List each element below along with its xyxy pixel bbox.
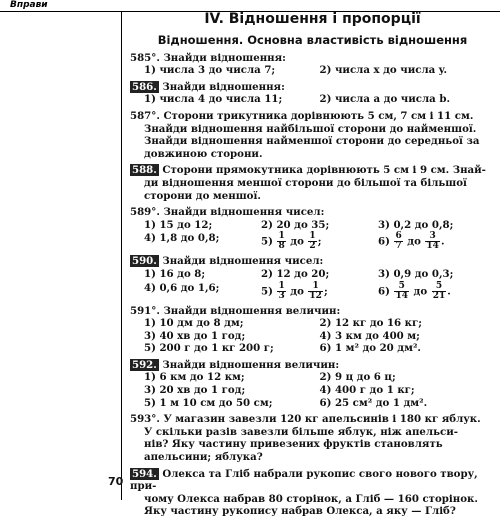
exercise-text-line: апельсини; яблука? [144,451,263,464]
exercise-text-line: Сторони трикутника дорівнюють 5 см, 7 см і 11 см. [163,109,474,122]
numerator: 1 [309,231,316,242]
exercise-590 [130,255,495,300]
exercise-number: 589°. [130,206,160,219]
exercise-number: 590. [132,255,157,268]
exercise-item [378,282,495,301]
section-tag: Вправи [10,0,48,10]
exercise-item [261,282,378,301]
exercise-text-line: довжиною сторони. [144,147,263,160]
exercise-item: 1) числа 4 до числа 11; [144,93,283,106]
exercise-item: 5) 200 г до 1 кг 200 г; [144,342,274,355]
denominator: 2 [309,241,316,252]
denominator: 7 [395,241,402,252]
numerator: 3 [425,232,440,242]
exercise-item: 4) 400 г до 1 кг; [319,384,415,397]
connector-text: до [290,235,304,248]
exercise-item: 1) 16 до 8; [144,267,206,280]
fraction [308,282,323,301]
section-title: Відношення. Основна властивість відношення [157,33,468,47]
exercise-text-line: Сторони прямокутника дорівнюють 5 см і 9 см. Знай- [162,164,486,177]
fraction [394,232,402,251]
exercise-591 [130,305,495,355]
exercise-item: 1) числа 3 до числа 7; [144,64,276,77]
exercise-text-line: У магазин завезли 120 кг апельсинів і 180 кг яблук. [163,413,481,426]
exercise-number: 591°. [130,304,160,317]
exercise-594 [130,468,495,518]
exercise-text-line: сторони до меншої. [144,189,261,202]
item-label: 6) [378,285,390,297]
exercise-item: 3) 0,2 до 0,8; [378,218,454,231]
punctuation: . [440,235,445,248]
exercise-text-line: Знайди відношення найбільшої сторони до найменшої. [144,122,477,135]
exercise-item: 2) числа a до числа b. [319,93,450,106]
exercise-item: 6) 1 м² до 20 дм². [319,342,421,355]
exercise-588 [130,164,495,202]
exercise-number: 592. [132,358,157,371]
exercise-number: 588. [132,164,157,177]
exercise-number: 585°. [130,51,160,64]
denominator: 12 [309,290,322,301]
exercise-prompt: Знайди відношення: [162,80,285,93]
fraction [277,282,285,301]
denominator: 14 [426,241,439,252]
item-label: 6) [378,235,390,248]
denominator: 3 [278,290,285,301]
punctuation: ; [323,285,328,297]
exercise-text-line: Яку частину рукопису набрав Олекса, а яку — Гліб? [144,505,456,518]
exercise-text-line: Олекса та Гліб набрали рукопис свого нового твору, при- [130,467,478,493]
numerator: 1 [278,231,285,242]
numerator: 6 [395,231,402,242]
exercise-prompt: Знайди відношення чисел: [163,206,325,219]
fraction [308,232,316,251]
exercise-prompt: Знайди відношення величин: [163,304,341,317]
exercise-item: 4) 1,8 до 0,8; [144,232,220,245]
item-label: 5) [261,285,273,297]
numerator: 5 [432,282,447,292]
connector-text: до [413,285,428,297]
exercise-587 [130,110,495,160]
exercise-item: 4) 0,6 до 1,6; [144,281,220,294]
exercise-item: 4) 3 км до 400 м; [319,329,420,342]
exercise-589 [130,206,495,251]
chapter-title: IV. Відношення і пропорції [204,11,421,27]
fraction [425,232,440,251]
exercise-item: 2) 20 до 35; [261,218,330,231]
exercise-592 [130,359,495,409]
margin-rule [121,12,122,500]
exercise-item: 5) 1 м 10 см до 50 см; [144,396,273,409]
exercise-item: 1) 6 км до 12 км; [144,371,245,384]
exercise-prompt: Знайди відношення чисел: [162,255,324,268]
item-label: 5) [261,235,273,248]
exercise-item: 3) 0,9 до 0,3; [378,267,454,280]
exercise-prompt: Знайди відношення: [163,51,286,64]
exercise-text-line: Знайди відношення найменшої сторони до середньої за [144,135,480,148]
connector-text: до [290,285,304,297]
exercise-text-line: нів? Яку частину привезених фруктів становлять [144,438,443,451]
page-number: 70 [108,475,124,488]
exercise-item: 3) 20 хв до 1 год; [144,384,246,397]
exercise-item: 2) 12 до 20; [261,267,330,280]
numerator: 5 [394,282,409,292]
exercise-item: 1) 15 до 12; [144,218,213,231]
exercise-prompt: Знайди відношення величин: [162,358,340,371]
denominator: 14 [395,290,408,301]
exercise-item: 1) 10 дм до 8 дм; [144,317,244,330]
exercise-item: 3) 40 хв до 1 год; [144,329,246,342]
denominator: 8 [278,241,285,252]
connector-text: до [407,235,421,248]
exercise-text-line: чому Олекса набрав 80 сторінок, а Гліб — 160 сторінок. [144,492,478,505]
exercise-586 [130,81,495,106]
exercise-number: 594. [132,467,157,480]
punctuation: ; [317,235,322,248]
exercise-item: 2) числа x до числа y. [319,64,448,77]
exercise-text-line: ди відношення меншої сторони до більшої та більшої [144,176,467,189]
exercise-number: 587°. [130,109,160,122]
exercise-number: 593°. [130,413,160,426]
page-content [130,10,495,522]
punctuation: . [447,285,451,297]
fraction [432,282,447,301]
exercise-585 [130,52,495,77]
exercise-item: 2) 9 ц до 6 ц; [319,371,396,384]
fraction [394,282,409,301]
fraction [277,232,285,251]
exercise-text-line: У скільки разів завезли більше яблук, ніж апельси- [144,425,458,438]
exercise-item: 2) 12 кг до 16 кг; [319,317,423,330]
numerator: 1 [308,282,323,292]
exercise-number: 586. [132,80,157,93]
exercise-item [261,232,378,251]
exercise-593 [130,413,495,463]
numerator: 1 [278,280,285,291]
denominator: 21 [432,290,446,301]
exercise-item [378,232,495,251]
exercise-item: 6) 25 см² до 1 дм². [319,396,428,409]
